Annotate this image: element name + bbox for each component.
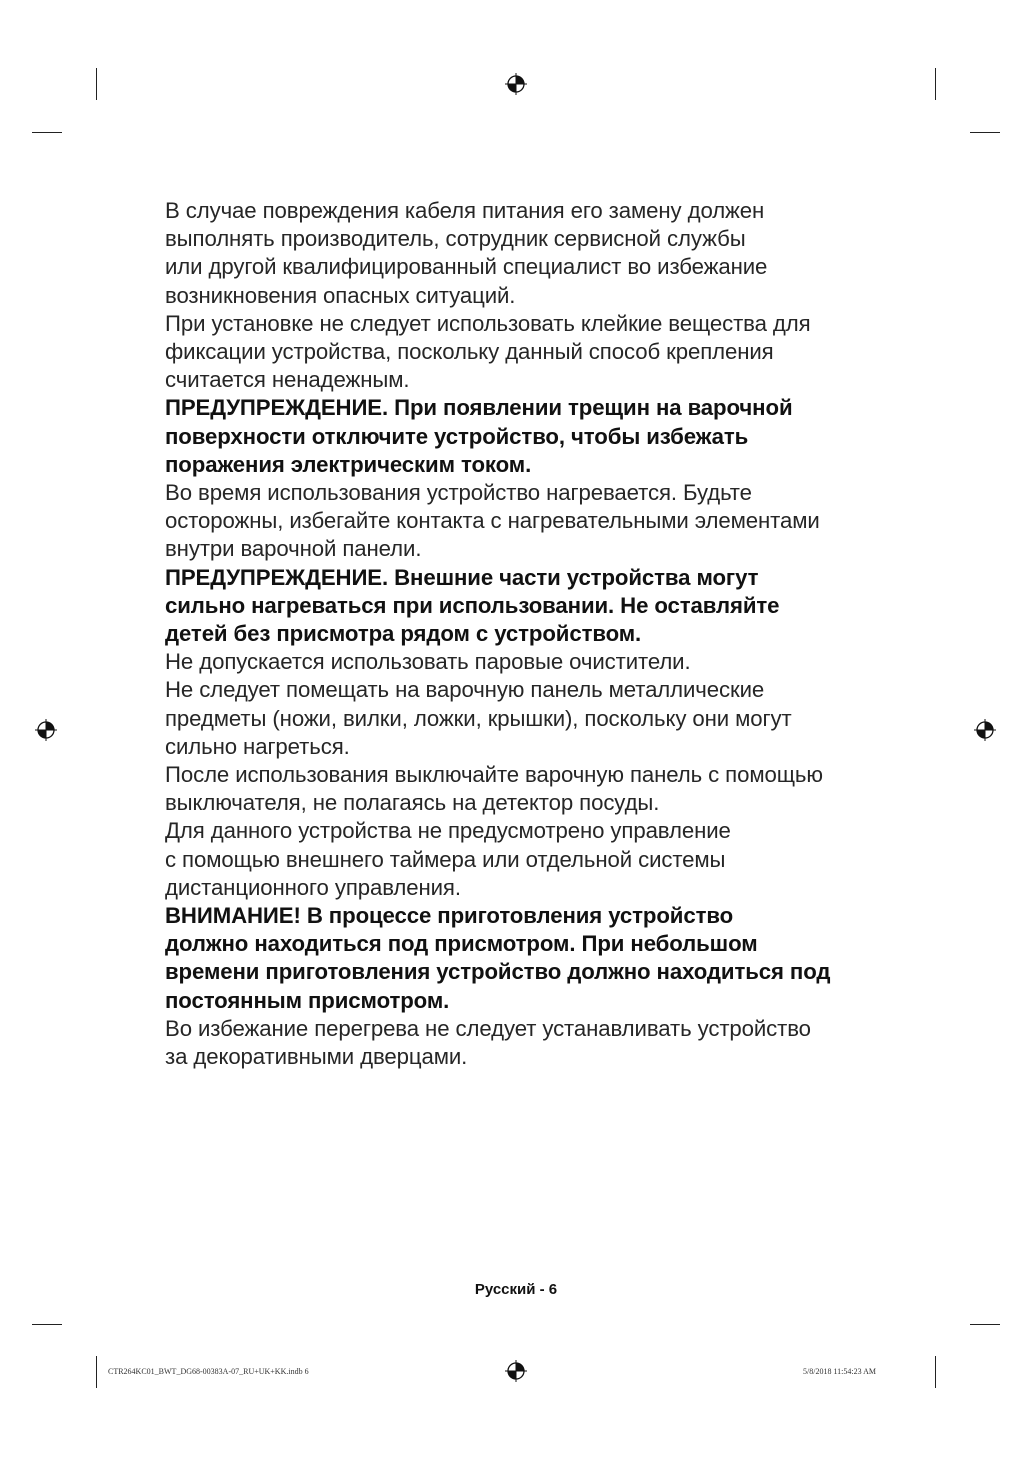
paragraph-remote-control (165, 817, 865, 902)
crop-mark-top-right (935, 68, 936, 100)
text-line: предметы (ножи, вилки, ложки, крышки), поскольку они могут (165, 705, 792, 731)
caution-supervision (165, 902, 865, 1015)
warning-cracks (165, 394, 865, 479)
print-timestamp: 5/8/2018 11:54:23 AM (803, 1367, 877, 1376)
crop-mark-bottom-right (935, 1356, 936, 1388)
crop-mark-left-bottom (32, 1324, 62, 1325)
text-line: времени приготовления устройство должно находиться под (165, 959, 831, 985)
registration-target-icon (505, 1360, 527, 1382)
crop-mark-right-top (970, 132, 1000, 133)
text-line: Не следует помещать на варочную панель металлические (165, 677, 765, 703)
text-line: Не допускается использовать паровые очистители. (165, 649, 691, 675)
page-number: Русский - 6 (474, 1281, 558, 1298)
file-slug: CTR264KC01_BWT_DG68-00383A-07_RU+UK+KK.indb 6 (108, 1367, 309, 1376)
warning-hot-parts (165, 564, 865, 649)
crop-mark-bottom-left (96, 1356, 97, 1388)
text-line: возникновения опасных ситуаций. (165, 282, 516, 308)
text-line: считается ненадежным. (165, 367, 410, 393)
text-line: дистанционного управления. (165, 874, 461, 900)
text-line: ВНИМАНИЕ! В процессе приготовления устройство (165, 903, 734, 929)
text-line: постоянным присмотром. (165, 987, 450, 1013)
paragraph-steam-cleaners (165, 648, 865, 676)
text-line: с помощью внешнего таймера или отдельной системы (165, 846, 726, 872)
paragraph-overheating (165, 1015, 865, 1071)
paragraph-switch-off (165, 761, 865, 817)
paragraph-adhesives (165, 310, 865, 395)
registration-target-icon (505, 73, 527, 95)
text-line: Для данного устройства не предусмотрено управление (165, 818, 731, 844)
text-line: или другой квалифицированный специалист во избежание (165, 254, 768, 280)
text-line: сильно нагреться. (165, 733, 350, 759)
text-line: внутри варочной панели. (165, 536, 422, 562)
text-line: фиксации устройства, поскольку данный способ крепления (165, 339, 774, 365)
text-line: осторожны, избегайте контакта с нагревательными элементами (165, 508, 820, 534)
text-line: Во время использования устройство нагревается. Будьте (165, 480, 752, 506)
text-line: После использования выключайте варочную панель с помощью (165, 762, 823, 788)
crop-mark-left-top (32, 132, 62, 133)
text-line: В случае повреждения кабеля питания его замену должен (165, 198, 765, 223)
text-line: выполнять производитель, сотрудник сервисной службы (165, 226, 746, 252)
text-line: поражения электрическим током. (165, 451, 532, 477)
crop-mark-top-left (96, 68, 97, 100)
text-line: выключателя, не полагаясь на детектор посуды. (165, 790, 660, 816)
crop-mark-right-bottom (970, 1324, 1000, 1325)
text-line: При установке не следует использовать клейкие вещества для (165, 310, 811, 336)
registration-target-icon (35, 719, 57, 741)
text-line: детей без присмотра рядом с устройством. (165, 621, 642, 647)
safety-instructions-body (165, 197, 865, 1071)
text-line: сильно нагреваться при использовании. Не оставляйте (165, 592, 780, 618)
text-line: должно находиться под присмотром. При небольшом (165, 931, 758, 957)
paragraph-heating (165, 479, 865, 564)
text-line: за декоративными дверцами. (165, 1044, 468, 1070)
text-line: ПРЕДУПРЕЖДЕНИЕ. Внешние части устройства могут (165, 564, 759, 590)
text-line: Во избежание перегрева не следует устанавливать устройство (165, 1015, 811, 1041)
text-line: поверхности отключите устройство, чтобы избежать (165, 423, 749, 449)
paragraph-power-cable (165, 197, 865, 310)
text-line: ПРЕДУПРЕЖДЕНИЕ. При появлении трещин на варочной (165, 395, 793, 421)
paragraph-metal-objects (165, 676, 865, 761)
registration-target-icon (974, 719, 996, 741)
